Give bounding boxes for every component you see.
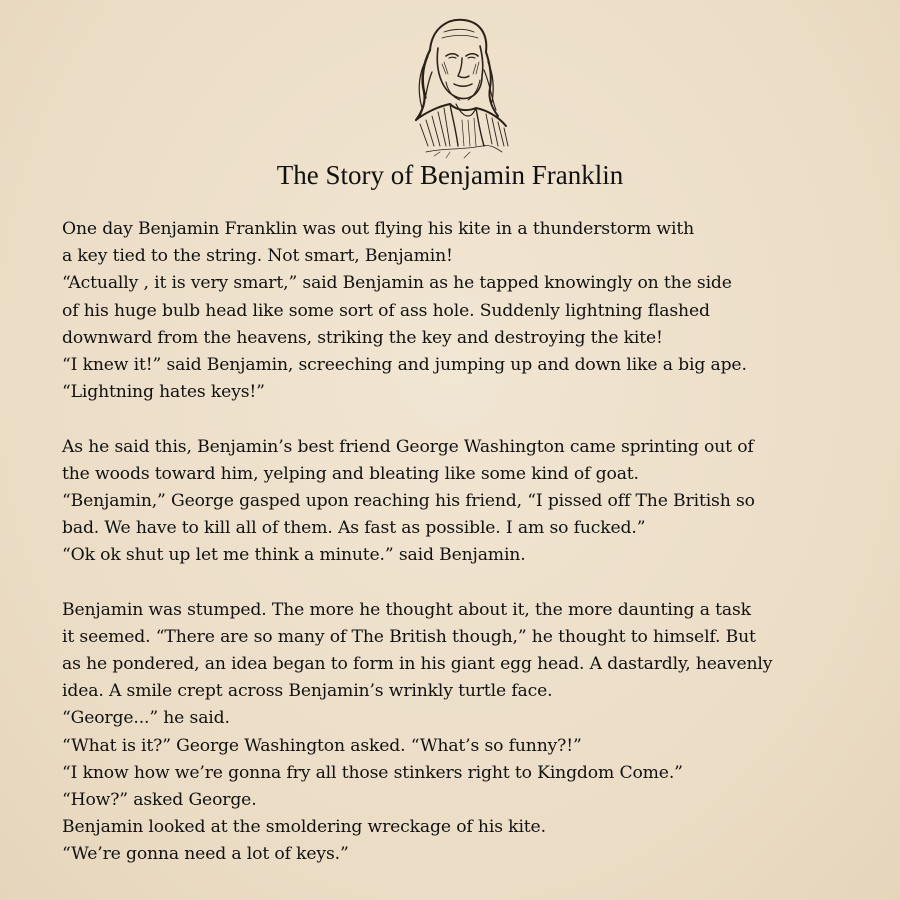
story-line: “Ok ok shut up let me think a minute.” said Benjamin. [62, 545, 526, 566]
story-line: “George...” he said. [62, 708, 230, 729]
story-line: One day Benjamin Franklin was out flying his kite in a thunderstorm with [62, 219, 695, 239]
story-line: “Benjamin,” George gasped upon reaching his friend, “I pissed off The British so [62, 490, 755, 511]
story-paragraph [62, 216, 892, 406]
story-line: of his huge bulb head like some sort of ass hole. Suddenly lightning flashed [62, 300, 710, 321]
story-line: bad. We have to kill all of them. As fast as possible. I am so fucked.” [62, 518, 646, 539]
story-line: “What is it?” George Washington asked. “What’s so funny?!” [62, 735, 582, 756]
story-line: a key tied to the string. Not smart, Benjamin! [62, 246, 453, 267]
story-text [62, 216, 892, 869]
page-title: The Story of Benjamin Franklin [276, 160, 624, 190]
story-line: “I knew it!” said Benjamin, screeching and jumping up and down like a big ape. [62, 354, 747, 375]
story-paragraph [62, 597, 892, 869]
paragraph-break [62, 406, 892, 433]
story-paragraph [62, 434, 892, 570]
story-line: “Actually , it is very smart,” said Benjamin as he tapped knowingly on the side [62, 273, 732, 294]
story-line: As he said this, Benjamin’s best friend George Washington came sprinting out of [62, 436, 754, 457]
story-line: the woods toward him, yelping and bleating like some kind of goat. [62, 463, 639, 484]
story-line: Benjamin looked at the smoldering wreckage of his kite. [62, 817, 546, 838]
story-line: idea. A smile crept across Benjamin’s wrinkly turtle face. [62, 681, 553, 702]
paragraph-break [62, 569, 892, 596]
story-line: Benjamin was stumped. The more he thought about it, the more daunting a task [62, 599, 751, 620]
story-line: “We’re gonna need a lot of keys.” [62, 844, 349, 865]
story-line: “How?” asked George. [62, 789, 257, 810]
story-line: “Lightning hates keys!” [62, 382, 265, 403]
story-line: “I know how we’re gonna fry all those stinkers right to Kingdom Come.” [62, 762, 683, 783]
story-line: downward from the heavens, striking the key and destroying the kite! [62, 327, 663, 348]
story-line: as he pondered, an idea began to form in his giant egg head. A dastardly, heavenly [62, 654, 773, 674]
story-line: it seemed. “There are so many of The British though,” he thought to himself. But [62, 626, 756, 647]
benjamin-franklin-portrait [386, 12, 520, 160]
